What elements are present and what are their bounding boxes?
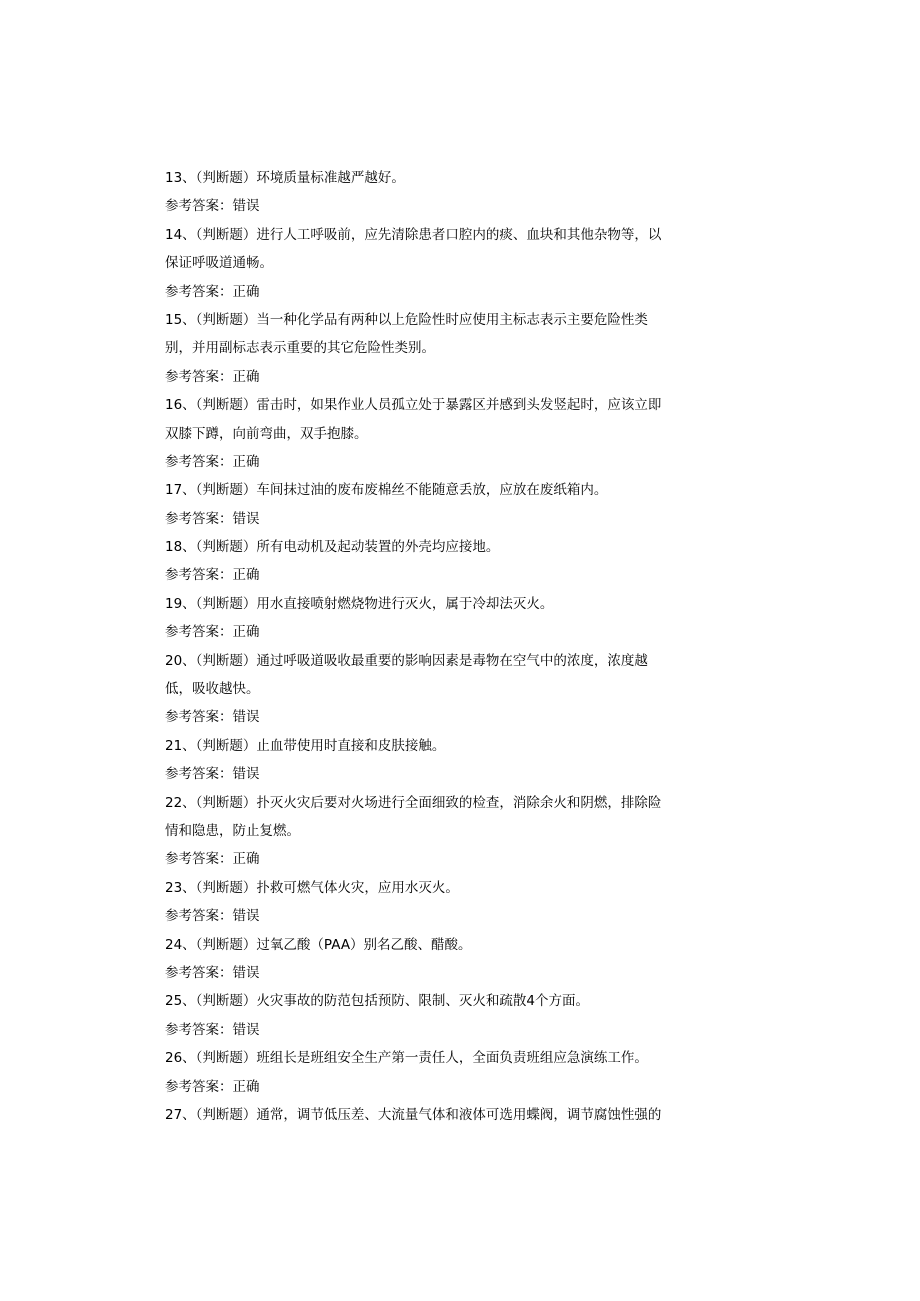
answer-value: 错误 bbox=[232, 198, 260, 215]
answer-label: 参考答案： bbox=[165, 453, 233, 470]
answer-value: 正确 bbox=[232, 624, 260, 641]
answer-value: 错误 bbox=[232, 766, 260, 783]
answer-value: 错误 bbox=[232, 709, 260, 726]
reference-answer bbox=[165, 363, 745, 391]
question-item bbox=[165, 1101, 745, 1129]
reference-answer bbox=[165, 1073, 745, 1101]
question-item bbox=[165, 931, 745, 988]
question-text: 15、（判断题）当一种化学品有两种以上危险性时应使用主标志表示主要危险性类 bbox=[165, 311, 648, 328]
question-text: 16、（判断题）雷击时，如果作业人员孤立处于暴露区并感到头发竖起时，应该立即 bbox=[165, 397, 662, 414]
reference-answer bbox=[165, 505, 745, 533]
answer-value: 正确 bbox=[232, 1078, 260, 1095]
question-item bbox=[165, 590, 745, 647]
answer-value: 错误 bbox=[232, 510, 260, 527]
question-text: 19、（判断题）用水直接喷射燃烧物进行灭火，属于冷却法灭火。 bbox=[165, 595, 554, 612]
question-text: 20、（判断题）通过呼吸道吸收最重要的影响因素是毒物在空气中的浓度，浓度越 bbox=[165, 652, 648, 669]
answer-label: 参考答案： bbox=[165, 510, 233, 527]
answer-label: 参考答案： bbox=[165, 766, 233, 783]
reference-answer bbox=[165, 760, 745, 788]
question-item bbox=[165, 987, 745, 1044]
answer-label: 参考答案： bbox=[165, 198, 233, 215]
question-text: 24、（判断题）过氧乙酸（PAA）别名乙酸、醋酸。 bbox=[165, 936, 472, 953]
question-text: 21、（判断题）止血带使用时直接和皮肤接触。 bbox=[165, 737, 446, 754]
answer-label: 参考答案： bbox=[165, 567, 233, 584]
question-list bbox=[165, 164, 745, 1129]
answer-value: 正确 bbox=[232, 851, 260, 868]
question-text: 26、（判断题）班组长是班组安全生产第一责任人，全面负责班组应急演练工作。 bbox=[165, 1050, 648, 1067]
answer-label: 参考答案： bbox=[165, 283, 233, 300]
answer-value: 正确 bbox=[232, 567, 260, 584]
answer-value: 正确 bbox=[232, 453, 260, 470]
reference-answer bbox=[165, 902, 745, 930]
answer-label: 参考答案： bbox=[165, 624, 233, 641]
reference-answer bbox=[165, 192, 745, 220]
question-text: 13、（判断题）环境质量标准越严越好。 bbox=[165, 170, 405, 186]
reference-answer bbox=[165, 845, 745, 873]
answer-label: 参考答案： bbox=[165, 1078, 233, 1095]
question-text: 17、（判断题）车间抹过油的废布废棉丝不能随意丢放，应放在废纸箱内。 bbox=[165, 482, 608, 499]
reference-answer bbox=[165, 278, 745, 306]
answer-value: 错误 bbox=[232, 908, 260, 925]
question-item bbox=[165, 874, 745, 931]
question-text-continued: 情和隐患，防止复燃。 bbox=[165, 822, 300, 839]
question-item bbox=[165, 732, 745, 789]
question-text-continued: 保证呼吸道通畅。 bbox=[165, 255, 273, 272]
question-item bbox=[165, 789, 745, 874]
question-text: 23、（判断题）扑救可燃气体火灾，应用水灭火。 bbox=[165, 879, 459, 896]
answer-label: 参考答案： bbox=[165, 964, 233, 981]
question-text: 27、（判断题）通常，调节低压差、大流量气体和液体可选用蝶阀，调节腐蚀性强的 bbox=[165, 1106, 662, 1123]
answer-label: 参考答案： bbox=[165, 851, 233, 868]
reference-answer bbox=[165, 618, 745, 646]
question-text: 25、（判断题）火灾事故的防范包括预防、限制、灭火和疏散4个方面。 bbox=[165, 993, 590, 1010]
answer-value: 错误 bbox=[232, 1021, 260, 1038]
question-item bbox=[165, 164, 745, 221]
question-item bbox=[165, 1044, 745, 1101]
question-item bbox=[165, 306, 745, 391]
question-item bbox=[165, 533, 745, 590]
answer-label: 参考答案： bbox=[165, 1021, 233, 1038]
question-text-continued: 别，并用副标志表示重要的其它危险性类别。 bbox=[165, 340, 435, 357]
question-text: 22、（判断题）扑灭火灾后要对火场进行全面细致的检查，消除余火和阴燃，排除险 bbox=[165, 794, 662, 811]
question-text: 14、（判断题）进行人工呼吸前，应先清除患者口腔内的痰、血块和其他杂物等，以 bbox=[165, 226, 662, 243]
answer-label: 参考答案： bbox=[165, 908, 233, 925]
question-item bbox=[165, 647, 745, 732]
question-text: 18、（判断题）所有电动机及起动装置的外壳均应接地。 bbox=[165, 539, 500, 556]
answer-value: 正确 bbox=[232, 283, 260, 300]
reference-answer bbox=[165, 1016, 745, 1044]
answer-value: 正确 bbox=[232, 368, 260, 385]
question-text-continued: 双膝下蹲，向前弯曲，双手抱膝。 bbox=[165, 425, 368, 442]
answer-label: 参考答案： bbox=[165, 368, 233, 385]
answer-value: 错误 bbox=[232, 964, 260, 981]
question-item bbox=[165, 476, 745, 533]
answer-label: 参考答案： bbox=[165, 709, 233, 726]
question-item bbox=[165, 391, 745, 476]
question-item bbox=[165, 221, 745, 306]
question-text-continued: 低，吸收越快。 bbox=[165, 681, 260, 698]
reference-answer bbox=[165, 959, 745, 987]
reference-answer bbox=[165, 561, 745, 589]
reference-answer bbox=[165, 448, 745, 476]
reference-answer bbox=[165, 703, 745, 731]
